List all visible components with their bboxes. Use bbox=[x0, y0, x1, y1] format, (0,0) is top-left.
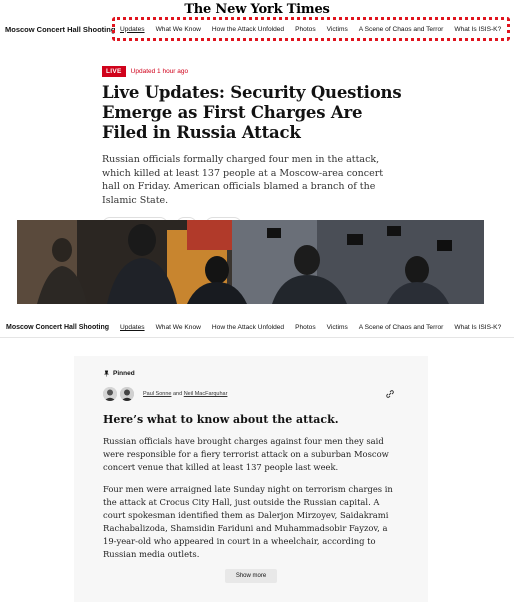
nav-link-victims[interactable]: Victims bbox=[326, 25, 348, 33]
live-badge: LIVE bbox=[102, 66, 126, 77]
show-more-button[interactable]: Show more bbox=[225, 569, 277, 583]
article-summary: Russian officials formally charged four men in the attack, which killed at least 137 people at a Moscow-area concert hall on Friday. American officials blamed a branch of the Islamic State. bbox=[102, 154, 384, 206]
sec-nav-link-scene-of-chaos[interactable]: A Scene of Chaos and Terror bbox=[358, 324, 444, 331]
card-title: Here’s what to know about the attack. bbox=[103, 413, 339, 426]
sec-nav-link-how-attack-unfolded[interactable]: How the Attack Unfolded bbox=[211, 324, 285, 331]
secondary-nav-links bbox=[120, 324, 512, 331]
avatar[interactable] bbox=[120, 387, 134, 401]
article-meta bbox=[102, 66, 422, 77]
pinned-label: Pinned bbox=[113, 370, 135, 377]
author-link-paul-sonne[interactable]: Paul Sonne bbox=[143, 391, 172, 397]
article-header bbox=[102, 66, 422, 233]
author-photo-icon bbox=[120, 387, 134, 401]
lead-photo bbox=[17, 220, 484, 304]
nav-link-updates[interactable]: Updates bbox=[120, 25, 145, 33]
nyt-logo[interactable]: The New York Times bbox=[184, 2, 330, 17]
card-paragraph-2: Four men were arraigned late Sunday night on terrorism charges in the attack at Crocus City Hall, just outside the Russian capital. A court spokesman identified them as Dalerjon Mirzoyev, Saidakrami Rachabalizoda, Shamsidin Fariduni and Muhammadsobir Fayzov, a 19-year-old who appeared in court in a wheelchair, according to Russian media outlets. bbox=[103, 484, 393, 559]
masthead bbox=[0, 0, 514, 17]
pin-icon bbox=[103, 370, 110, 377]
author-photo-icon bbox=[103, 387, 117, 401]
top-nav-links bbox=[112, 17, 510, 41]
card-paragraph-1: Russian officials have brought charges against four men they said were responsible for a fiery terrorist attack on a suburban Moscow concert venue that killed at least 137 people last week. bbox=[103, 436, 389, 472]
updated-timestamp: Updated 1 hour ago bbox=[130, 68, 189, 75]
secondary-section-nav bbox=[0, 318, 514, 338]
pinned-label-row bbox=[103, 370, 399, 377]
sec-nav-link-what-we-know[interactable]: What We Know bbox=[155, 324, 201, 331]
nav-link-scene-of-chaos[interactable]: A Scene of Chaos and Terror bbox=[358, 25, 444, 33]
byline bbox=[143, 391, 227, 397]
top-section-nav bbox=[0, 17, 514, 41]
author-row bbox=[103, 385, 399, 403]
author-link-neil-macfarquhar[interactable]: Neil MacFarquhar bbox=[183, 391, 228, 397]
avatar[interactable] bbox=[103, 387, 117, 401]
pinned-update-card bbox=[74, 356, 428, 602]
sec-nav-link-victims[interactable]: Victims bbox=[326, 324, 348, 331]
byline-and: and bbox=[172, 391, 183, 397]
sec-nav-link-what-is-isis-k[interactable]: What Is ISIS-K? bbox=[454, 324, 502, 331]
page-title: Live Updates: Security Questions Emerge as First Charges Are Filed in Russia Attack bbox=[102, 83, 402, 142]
sec-nav-link-updates[interactable]: Updates bbox=[120, 324, 145, 331]
link-icon[interactable] bbox=[385, 389, 395, 399]
section-title[interactable]: Moscow Concert Hall Shooting bbox=[5, 24, 116, 34]
sec-nav-link-photos[interactable]: Photos bbox=[295, 324, 316, 331]
nav-link-what-we-know[interactable]: What We Know bbox=[155, 25, 201, 33]
secondary-section-title[interactable]: Moscow Concert Hall Shooting bbox=[6, 324, 110, 331]
photo-illustration bbox=[17, 220, 484, 304]
nav-link-photos[interactable]: Photos bbox=[295, 25, 316, 33]
nav-link-how-attack-unfolded[interactable]: How the Attack Unfolded bbox=[211, 25, 285, 33]
nav-link-what-is-isis-k[interactable]: What Is ISIS-K? bbox=[454, 25, 502, 33]
